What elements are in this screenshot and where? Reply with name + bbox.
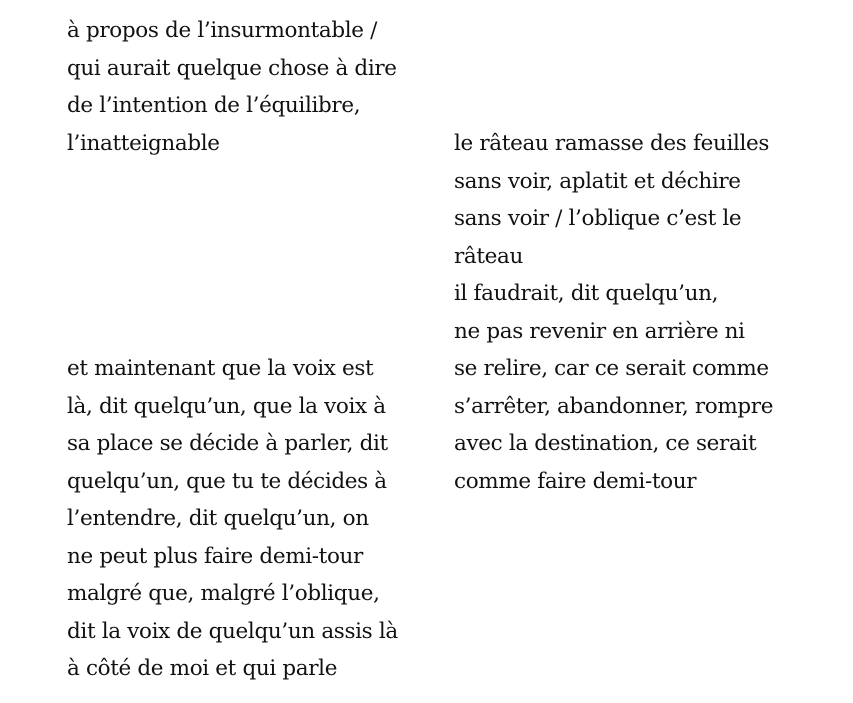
poem-line: l’inatteignable (67, 130, 220, 156)
stanza-left-bottom (67, 350, 398, 688)
poem-line: il faudrait, dit quelqu’un, (454, 281, 719, 306)
poem-line: avec la destination, ce serait (454, 431, 757, 456)
poem-line: se relire, car ce serait comme (454, 356, 769, 381)
poem-line: l’entendre, dit quelqu’un, on (67, 506, 369, 531)
poem-line: là, dit quelqu’un, que la voix à (67, 393, 386, 419)
stanza-left-top (67, 12, 397, 162)
poem-line: sa place se décide à parler, dit (67, 431, 388, 456)
poem-line: comme faire demi-tour (454, 468, 697, 494)
poem-line: de l’intention de l’équilibre, (67, 93, 361, 118)
poem-line: ne pas revenir en arrière ni (454, 318, 745, 344)
stanza-right (454, 125, 773, 500)
poem-line: malgré que, malgré l’oblique, (67, 581, 380, 606)
poem-line: le râteau ramasse des feuilles (454, 131, 770, 156)
poem-line: quelqu’un, que tu te décides à (67, 468, 387, 494)
poem-line: à côté de moi et qui parle (67, 656, 338, 681)
poem-line: sans voir / l’oblique c’est le (454, 206, 742, 231)
poem-line: à propos de l’insurmontable / (67, 18, 378, 43)
poem-line: ne peut plus faire demi-tour (67, 543, 363, 569)
poem-line: qui aurait quelque chose à dire (67, 55, 397, 81)
poem-line: s’arrêter, abandonner, rompre (454, 393, 774, 419)
poem-line: sans voir, aplatit et déchire (454, 168, 741, 194)
poem-line: dit la voix de quelqu’un assis là (67, 618, 398, 644)
poem-line: et maintenant que la voix est (67, 356, 374, 381)
poem-line: râteau (454, 243, 524, 269)
